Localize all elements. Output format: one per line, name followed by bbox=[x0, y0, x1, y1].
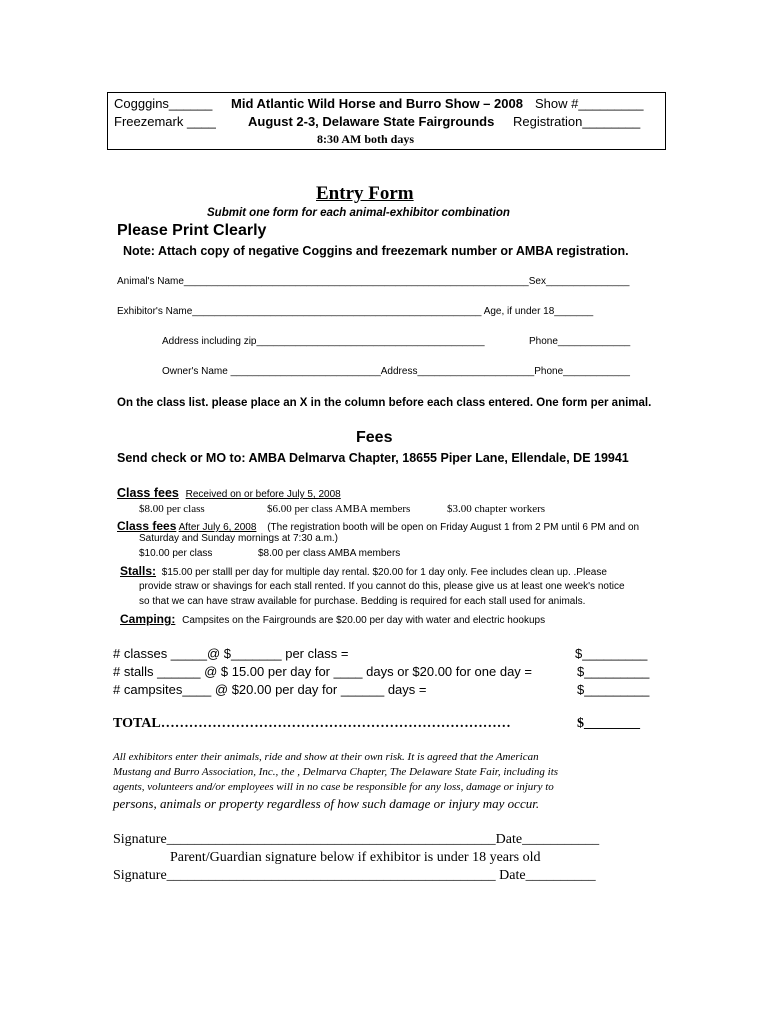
camping-section bbox=[120, 612, 545, 626]
stalls-text-2: provide straw or shavings for each stall rented. If you cannot do this, please give us at least one week's notice bbox=[139, 581, 625, 592]
disclaimer-line-1: All exhibitors enter their animals, ride and show at their own risk. It is agreed that the American bbox=[113, 751, 539, 763]
total-amount[interactable]: $________ bbox=[577, 716, 640, 731]
send-to-address: Send check or MO to: AMBA Delmarva Chapter, 18655 Piper Lane, Ellendale, DE 19941 bbox=[117, 451, 629, 465]
print-clearly-heading: Please Print Clearly bbox=[117, 222, 267, 239]
disclaimer-line-2: Mustang and Burro Association, Inc., the , Delmarva Chapter, The Delaware State Fair, including its bbox=[113, 766, 559, 778]
address-field[interactable]: Address including zip_________________________________________ bbox=[162, 336, 485, 347]
late-class-fees bbox=[117, 519, 639, 533]
form-subtitle: Submit one form for each animal-exhibitor combination bbox=[207, 207, 510, 219]
late-deadline: After July 6, 2008 bbox=[178, 522, 257, 533]
late-class-fees-label: Class fees bbox=[117, 519, 177, 533]
owner-name-field[interactable]: Owner's Name ___________________________Address_____________________Phone____________ bbox=[162, 366, 630, 377]
early-chapter-fee: $3.00 chapter workers bbox=[447, 503, 546, 515]
fees-heading: Fees bbox=[356, 429, 393, 446]
early-deadline: Received on or before July 5, 2008 bbox=[185, 489, 341, 500]
stalls-amount[interactable]: $_________ bbox=[577, 664, 650, 679]
stalls-section bbox=[120, 564, 607, 578]
show-time: 8:30 AM both days bbox=[317, 132, 415, 146]
campsites-calc-line[interactable]: # campsites____ @ $20.00 per day for ______ days = bbox=[113, 682, 427, 697]
phone-field[interactable]: Phone_____________ bbox=[529, 336, 631, 347]
late-amba-fee: $8.00 per class AMBA members bbox=[258, 548, 401, 559]
total-label: TOTAL………………………………………………………………… bbox=[113, 716, 511, 731]
disclaimer-line-3: agents, volunteers and/or employees will in no case be responsible for any loss, damage or injury to bbox=[113, 781, 554, 793]
show-number-field[interactable]: Show #_________ bbox=[535, 96, 644, 111]
note-text: Note: Attach copy of negative Coggins and freezemark number or AMBA registration. bbox=[123, 244, 629, 258]
show-dates: August 2-3, Delaware State Fairgrounds bbox=[248, 114, 495, 129]
signature-line-2[interactable]: Signature_______________________________________________ Date__________ bbox=[113, 868, 596, 883]
class-list-note: On the class list. please place an X in the column before each class entered. One form per animal. bbox=[117, 397, 652, 409]
camping-label: Camping: bbox=[120, 612, 176, 626]
class-fees-label: Class fees bbox=[117, 486, 179, 500]
stalls-text-3: so that we can have straw available for purchase. Bedding is required for each stall used for animals. bbox=[139, 596, 586, 607]
stalls-text-1: $15.00 per stalll per day for multiple day rental. $20.00 for 1 day only. Fee includes clean up. .Please bbox=[161, 567, 607, 578]
exhibitor-name-field[interactable]: Exhibitor's Name____________________________________________________ Age, if under 18_______ bbox=[117, 306, 594, 317]
registration-field[interactable]: Registration________ bbox=[513, 114, 641, 129]
freezemark-field[interactable]: Freezemark ____ bbox=[114, 114, 216, 129]
stalls-calc-line[interactable]: # stalls ______ @ $ 15.00 per day for ____ days or $20.00 for one day = bbox=[113, 664, 533, 679]
coggins-field[interactable]: Cogggins______ bbox=[114, 96, 213, 111]
disclaimer-line-4: persons, animals or property regardless of how such damage or injury may occur. bbox=[113, 796, 540, 811]
form-title: Entry Form bbox=[316, 183, 414, 204]
early-amba-fee: $6.00 per class AMBA members bbox=[267, 503, 411, 515]
early-class-fees bbox=[117, 486, 341, 500]
signature-line-1[interactable]: Signature_______________________________________________Date___________ bbox=[113, 832, 600, 847]
guardian-note: Parent/Guardian signature below if exhibitor is under 18 years old bbox=[170, 850, 541, 865]
registration-booth-note: (The registration booth will be open on Friday August 1 from 2 PM until 6 PM and on bbox=[267, 522, 640, 533]
classes-calc-line[interactable]: # classes _____@ $_______ per class = bbox=[113, 646, 349, 661]
camping-text: Campsites on the Fairgrounds are $20.00 per day with water and electric hookups bbox=[182, 615, 546, 626]
animal-name-field[interactable]: Animal's Name______________________________________________________________Sex_______________ bbox=[117, 276, 630, 287]
classes-amount[interactable]: $_________ bbox=[575, 646, 648, 661]
stalls-label: Stalls: bbox=[120, 564, 157, 578]
campsites-amount[interactable]: $_________ bbox=[577, 682, 650, 697]
show-title: Mid Atlantic Wild Horse and Burro Show – 2008 bbox=[231, 96, 523, 111]
early-per-class: $8.00 per class bbox=[139, 503, 205, 515]
registration-booth-note-2: Saturday and Sunday mornings at 7:30 a.m.) bbox=[139, 533, 339, 544]
late-per-class: $10.00 per class bbox=[139, 548, 213, 559]
